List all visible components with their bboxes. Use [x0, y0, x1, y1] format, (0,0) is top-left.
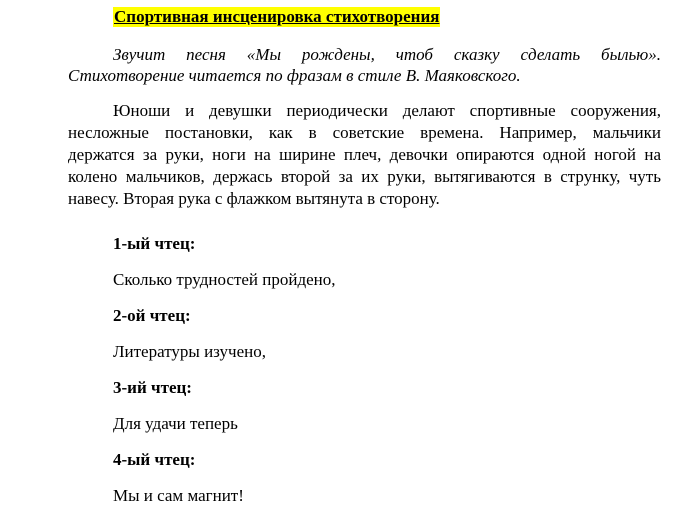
reader-2-label: 2-ой чтец: — [113, 306, 191, 325]
description-line-2: несложные постановки, как в советские времена. Например, мальчики — [68, 123, 661, 142]
reader-1-text: Сколько трудностей пройдено, — [113, 270, 336, 289]
description-line-4: колено мальчиков, держась второй за их руки, вытягиваются в струнку, чуть — [68, 167, 661, 186]
reader-3-label: 3-ий чтец: — [113, 378, 192, 397]
reader-1-label: 1-ый чтец: — [113, 234, 196, 253]
reader-4-text: Мы и сам магнит! — [113, 486, 244, 505]
intro-line-2: Стихотворение читается по фразам в стиле В. Маяковского. — [68, 66, 521, 85]
description-line-5: навесу. Вторая рука с флажком вытянута в сторону. — [68, 189, 440, 208]
document-title: Спортивная инсценировка стихотворения — [114, 7, 440, 26]
reader-4-label: 4-ый чтец: — [113, 450, 196, 469]
reader-2-text: Литературы изучено, — [113, 342, 266, 361]
description-line-1: Юноши и девушки периодически делают спортивные сооружения, — [113, 101, 661, 120]
reader-3-text: Для удачи теперь — [113, 414, 238, 433]
description-line-3: держатся за руки, ноги на ширине плеч, девочки опираются одной ногой на — [68, 145, 661, 164]
intro-line-1: Звучит песня «Мы рождены, чтоб сказку сделать былью». — [113, 45, 661, 64]
